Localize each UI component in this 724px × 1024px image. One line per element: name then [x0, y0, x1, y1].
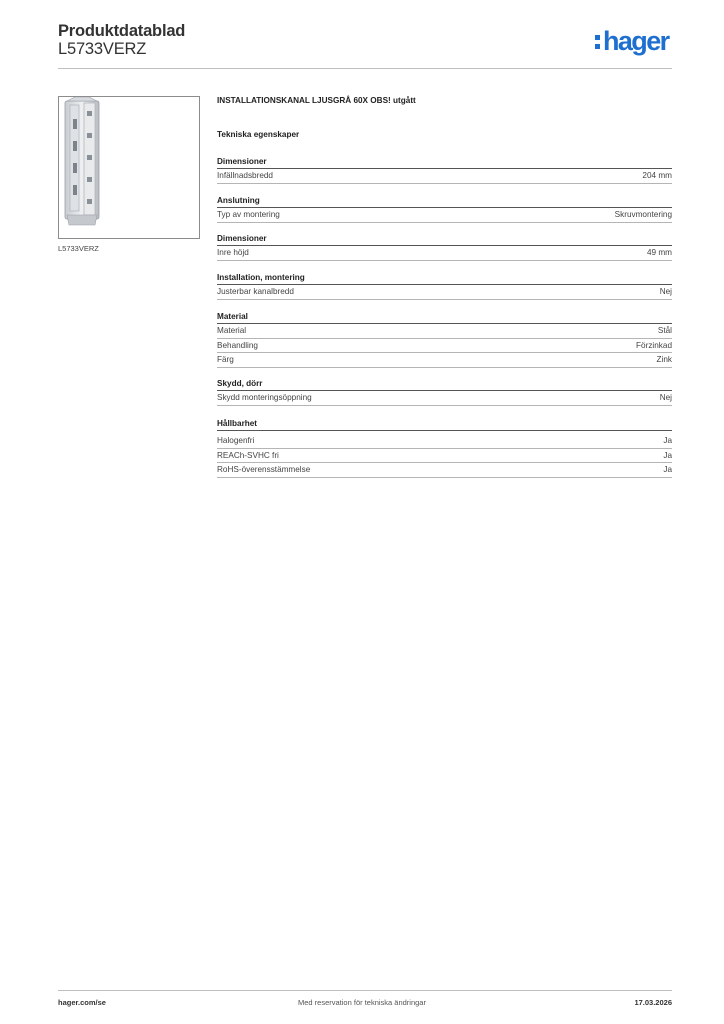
spec-value: Ja — [663, 465, 672, 474]
spec-group-dimensioner-2 — [217, 233, 672, 261]
spec-group-skydd — [217, 378, 672, 406]
spec-row — [217, 246, 672, 261]
spec-label: Inre höjd — [217, 248, 249, 257]
spec-label: Skydd monteringsöppning — [217, 393, 312, 402]
spec-value: Ja — [663, 436, 672, 445]
spec-value: Zink — [656, 355, 672, 364]
spec-row — [217, 434, 672, 449]
spec-label: RoHS-överensstämmelse — [217, 465, 311, 474]
spec-group-hallbarhet — [217, 418, 672, 478]
spec-row — [217, 449, 672, 464]
group-title: Dimensioner — [217, 156, 672, 169]
spec-row — [217, 285, 672, 300]
page-title: Produktdatablad — [58, 22, 186, 40]
spec-row — [217, 169, 672, 184]
spec-row — [217, 208, 672, 223]
header-divider — [58, 68, 672, 69]
spec-value: Förzinkad — [636, 340, 672, 350]
spec-value: Ja — [663, 450, 672, 460]
hager-logo — [594, 26, 669, 56]
spec-group-installation — [217, 272, 672, 300]
spec-label: Material — [217, 326, 247, 335]
image-caption: L5733VERZ — [58, 244, 99, 253]
group-title: Installation, montering — [217, 272, 672, 285]
spec-row — [217, 353, 672, 368]
group-title: Anslutning — [217, 195, 672, 208]
spec-value: Nej — [659, 287, 672, 296]
footer-divider — [58, 990, 672, 991]
spec-label: Typ av montering — [217, 210, 280, 219]
spec-row — [217, 324, 672, 339]
spec-value: Stål — [657, 326, 672, 335]
spec-label: Justerbar kanalbredd — [217, 287, 294, 296]
product-name: INSTALLATIONSKANAL LJUSGRÅ 60X OBS! utgått — [217, 96, 416, 105]
product-image-frame — [58, 96, 200, 239]
logo-text: hager — [603, 26, 669, 56]
spec-group-anslutning — [217, 195, 672, 223]
footer-website-link[interactable]: hager.com/se — [58, 998, 106, 1007]
spec-group-material — [217, 311, 672, 368]
spec-row — [217, 463, 672, 478]
logo-colon-icon — [594, 26, 602, 50]
spec-group-dimensioner — [217, 156, 672, 184]
spec-label: Infällnadsbredd — [217, 171, 273, 180]
footer-date: 17.03.2026 — [634, 998, 672, 1007]
section-heading: Tekniska egenskaper — [217, 130, 300, 139]
spec-label: REACh-SVHC fri — [217, 450, 279, 460]
group-title: Skydd, dörr — [217, 378, 672, 391]
spec-row — [217, 391, 672, 406]
spec-label: Färg — [217, 355, 234, 364]
spec-label: Behandling — [217, 340, 258, 350]
group-title: Dimensioner — [217, 233, 672, 246]
spec-value: Nej — [659, 393, 672, 402]
product-code-subtitle: L5733VERZ — [58, 40, 147, 58]
spec-value: 49 mm — [646, 248, 672, 257]
spec-row — [217, 339, 672, 354]
group-title: Hållbarhet — [217, 418, 672, 431]
mounting-bracket-image — [59, 97, 199, 238]
spec-label: Halogenfri — [217, 436, 255, 445]
spec-value: 204 mm — [642, 171, 672, 180]
footer-disclaimer: Med reservation för tekniska ändringar — [298, 998, 426, 1007]
spec-value: Skruvmontering — [614, 210, 672, 219]
group-title: Material — [217, 311, 672, 324]
